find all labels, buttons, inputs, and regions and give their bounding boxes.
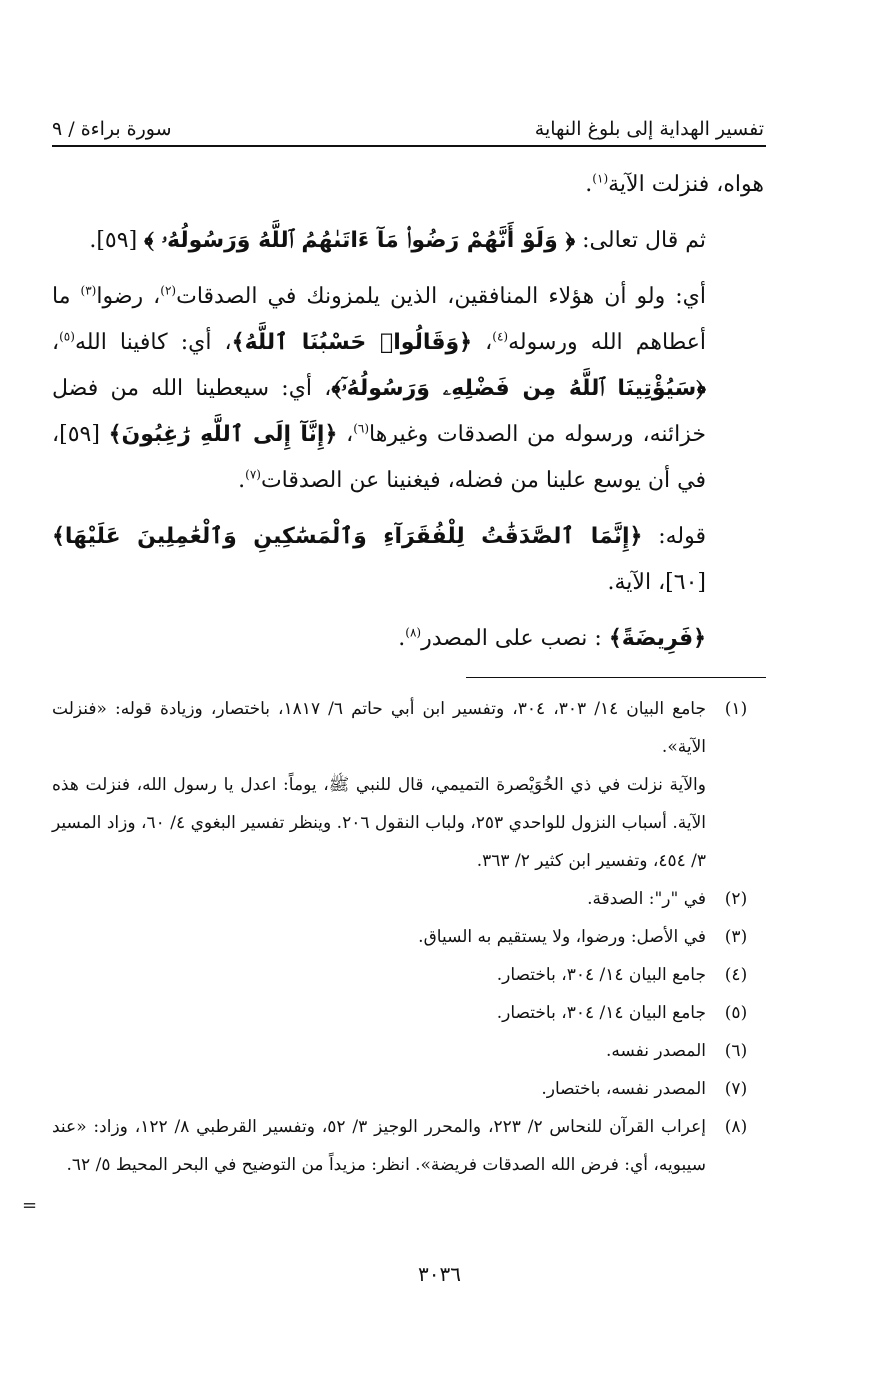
footnote-number: (٨) [724,1117,748,1137]
running-header [52,108,764,140]
page-number: ٣٠٣٦ [418,1262,461,1286]
verse-line-60: قوله: ﴿إِنَّمَا ٱلصَّدَقَٰتُ لِلْفُقَرَآءِ وَٱلْمَسَٰكِينِ وَٱلْعَٰمِلِينَ عَلَيْهَا﴾ [٦٠]، الآية. [52,524,706,595]
footnotes [52,690,766,1184]
footnote-text: إعراب القرآن للنحاس ٢/ ٢٢٣، والمحرر الوجيز ٣/ ٥٢، وتفسير القرطبي ٨/ ١٢٢، وزاد: «عند سيبويه، أي: فرض الله الصدقات فريضة». انظر: مزيداً من التوضيح في البحر المحيط ٥/ ٦٢. [52,1117,707,1175]
footnote-ref[interactable]: (٣) [80,283,97,298]
margin-mark: = [22,1195,38,1216]
quran-verse: ﴿وَقَالُوا۟ حَسْبُنَا ٱللَّهُ﴾ [231,330,473,355]
footnote-text: والآية نزلت في ذي الخُوَيْصرة التميمي، قال للنبي ﷺ، يوماً: اعدل يا رسول الله، فنزلت هذه الآية. أسباب النزول للواحدي ٢٥٣، ولباب النقول ٢٠٦. وينظر تفسير البغوي ٤/ ٦٠، وزاد المسير ٣/ ٤٥٤، وتفسير ابن كثير ٢/ ٣٦٣. [52,775,706,871]
footnote-separator [466,677,766,678]
footnote-ref[interactable]: (٦) [353,421,370,436]
footnote-3 [52,918,766,956]
footnote-number: (٥) [724,1003,748,1023]
footnote-1 [52,690,766,880]
footnote-number: (١) [724,699,748,719]
footnote-8 [52,1108,766,1184]
footnote-4 [52,956,766,994]
quran-verse: ﴿فَرِيضَةً﴾ [608,626,706,651]
footnote-number: (٧) [724,1079,748,1099]
footnote-text: جامع البيان ١٤/ ٣٠٤، باختصار. [496,1003,706,1023]
footnote-ref[interactable]: (١) [592,171,609,186]
footnote-ref[interactable]: (٤) [492,329,509,344]
footnote-ref[interactable]: (٥) [59,329,75,344]
footnote-number: (٣) [724,927,748,947]
footnote-5 [52,994,766,1032]
quran-verse: ﴿إِنَّمَا ٱلصَّدَقَٰتُ لِلْفُقَرَآءِ وَٱلْمَسَٰكِينِ وَٱلْعَٰمِلِينَ عَلَيْهَا﴾ [52,524,643,549]
footnote-7 [52,1070,766,1108]
commentary-paragraph: أي: ولو أن هؤلاء المنافقين، الذين يلمزونك في الصدقات$^{(٢)}$، رضوا$^{(٣)}$ ما أعطاهم الله ورسوله$^{(٤)}$، ﴿وَقَالُوا۟ حَسْبُنَا ٱللَّهُ﴾، أي: كافينا الله$^{(٥)}$، ﴿سَيُؤْتِينَا ٱللَّهُ مِن فَضْلِهِۦ وَرَسُولُهُۥٓ﴾، أي: سيعطينا الله من فضل خزائنه، ورسوله من الصدقات وغيرها$^{(٦)}$، ﴿إِنَّآ إِلَى ٱللَّهِ رَٰغِبُونَ﴾ [٥٩]، في أن يوسع علينا من فضله، فيغنينا عن الصدقات$^{(٧)}$. [52,283,707,493]
footnote-ref[interactable]: (٧) [245,467,261,482]
footnote-6 [52,1032,766,1070]
footnote-text: جامع البيان ١٤/ ٣٠٣، ٣٠٤، وتفسير ابن أبي حاتم ٦/ ١٨١٧، باختصار، وزيادة قوله: «فنزلت الآية». [52,699,706,757]
quran-verse: ﴿سَيُؤْتِينَا ٱللَّهُ مِن فَضْلِهِۦ وَرَسُولُهُۥٓ﴾ [331,376,706,401]
quran-verse: ﴿إِنَّآ إِلَى ٱللَّهِ رَٰغِبُونَ﴾ [108,422,338,447]
footnote-ref[interactable]: (٨) [405,625,422,640]
header-rule [52,145,766,147]
footnote-text: جامع البيان ١٤/ ٣٠٤، باختصار. [496,965,706,985]
footnote-number: (٢) [724,889,748,909]
footnote-2 [52,880,766,918]
footnote-ref[interactable]: (٢) [160,283,177,298]
footnote-text: المصدر نفسه، باختصار. [541,1079,706,1099]
footnote-number: (٤) [724,965,748,985]
surah-label: سورة براءة / ٩ [52,118,172,140]
footnote-number: (٦) [724,1041,748,1061]
footnote-text: في الأصل: ورضوا، ولا يستقيم به السياق. [418,927,706,947]
footnote-text: في "ر": الصدقة. [587,889,706,909]
verse-line-59: ثم قال تعالى: ﴿ وَلَوْ أَنَّهُمْ رَضُوا۟ مَآ ءَاتَىٰهُمُ ٱللَّهُ وَرَسُولُهُۥ ﴾ [٥٩]. [89,228,706,253]
book-title: تفسير الهداية إلى بلوغ النهاية [534,118,764,140]
farida-line: ﴿فَرِيضَةً﴾ : نصب على المصدر$^{(٨)}$. [398,625,706,651]
main-text [52,162,764,662]
footnote-text: المصدر نفسه. [605,1041,706,1061]
paragraph-opening: هواه، فنزلت الآية$^{(١)}$. [585,171,764,197]
quran-verse: ﴿ وَلَوْ أَنَّهُمْ رَضُوا۟ مَآ ءَاتَىٰهُمُ ٱللَّهُ وَرَسُولُهُۥ ﴾ [144,228,576,253]
